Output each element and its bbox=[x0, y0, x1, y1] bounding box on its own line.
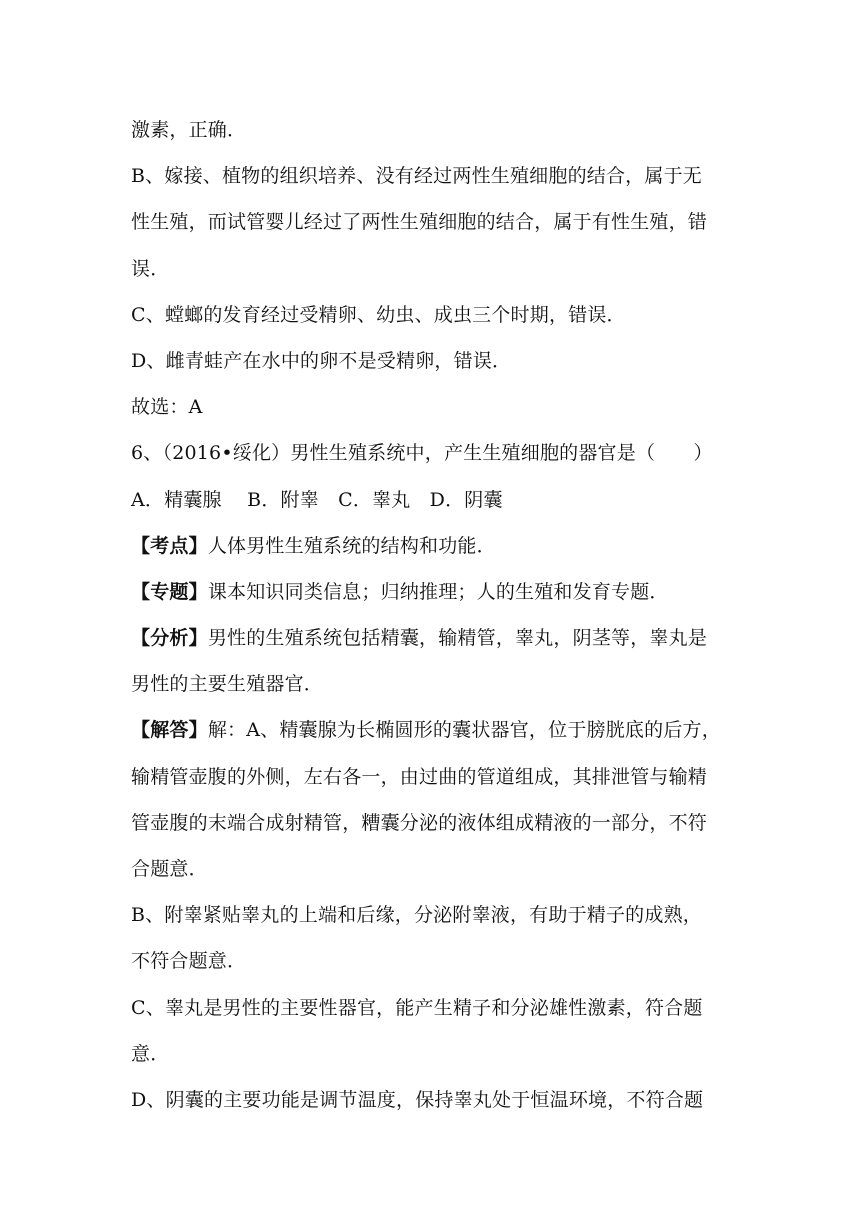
text-line: D、雌青蛙产在水中的卵不是受精卵，错误． bbox=[131, 349, 512, 372]
text-line: C、睾丸是男性的主要性器官，能产生精子和分泌雄性激素，符合题 bbox=[131, 996, 703, 1019]
text-line: C、螳螂的发育经过受精卵、幼虫、成虫三个时期，错误． bbox=[131, 303, 626, 326]
options-line: A．精囊腺 B．附睾 C．睾丸 D．阴囊 bbox=[131, 488, 503, 511]
jieda-line bbox=[131, 707, 741, 753]
kaodian-line bbox=[131, 523, 741, 569]
text-line: B、附睾紧贴睾丸的上端和后缘，分泌附睾液，有助于精子的成熟， bbox=[131, 904, 702, 927]
kaodian-tag: 【考点】 bbox=[131, 534, 208, 557]
fenxi-line bbox=[131, 615, 741, 661]
text-line: 不符合题意． bbox=[131, 950, 247, 973]
jieda-text: 解：A、精囊腺为长椭圆形的囊状器官，位于膀胱底的后方， bbox=[207, 719, 721, 742]
zhuanti-line bbox=[131, 569, 741, 615]
text-line: 男性的主要生殖器官． bbox=[131, 673, 324, 696]
question-line: 6、（2016•绥化）男性生殖系统中，产生生殖细胞的器官是（ ） bbox=[131, 442, 713, 465]
answer-line: 故选：A bbox=[131, 396, 203, 419]
zhuanti-text: 课本知识同类信息；归纳推理；人的生殖和发育专题． bbox=[207, 580, 669, 603]
text-line: 误． bbox=[131, 257, 170, 280]
text-line: 输精管壶腹的外侧，左右各一，由过曲的管道组成，其排泄管与输精 bbox=[131, 765, 708, 788]
fenxi-text: 男性的生殖系统包括精囊，输精管，睾丸，阴茎等，睾丸是 bbox=[207, 627, 708, 650]
zhuanti-tag: 【专题】 bbox=[131, 580, 208, 603]
text-line: 管壶腹的末端合成射精管，糟囊分泌的液体组成精液的一部分，不符 bbox=[131, 811, 708, 834]
jieda-tag: 【解答】 bbox=[131, 719, 208, 742]
text-line: 性生殖，而试管婴儿经过了两性生殖细胞的结合，属于有性生殖，错 bbox=[131, 211, 708, 234]
text-line: 合题意． bbox=[131, 858, 208, 880]
text-line: D、阴囊的主要功能是调节温度，保持睾丸处于恒温环境，不符合题 bbox=[131, 1088, 704, 1111]
text-line: B、嫁接、植物的组织培养、没有经过两性生殖细胞的结合，属于无 bbox=[131, 165, 702, 188]
kaodian-text: 人体男性生殖系统的结构和功能． bbox=[207, 534, 496, 557]
text-line: 激素，正确． bbox=[131, 119, 247, 141]
fenxi-tag: 【分析】 bbox=[131, 627, 208, 650]
text-line: 意． bbox=[131, 1042, 170, 1065]
document-body bbox=[131, 107, 741, 1123]
